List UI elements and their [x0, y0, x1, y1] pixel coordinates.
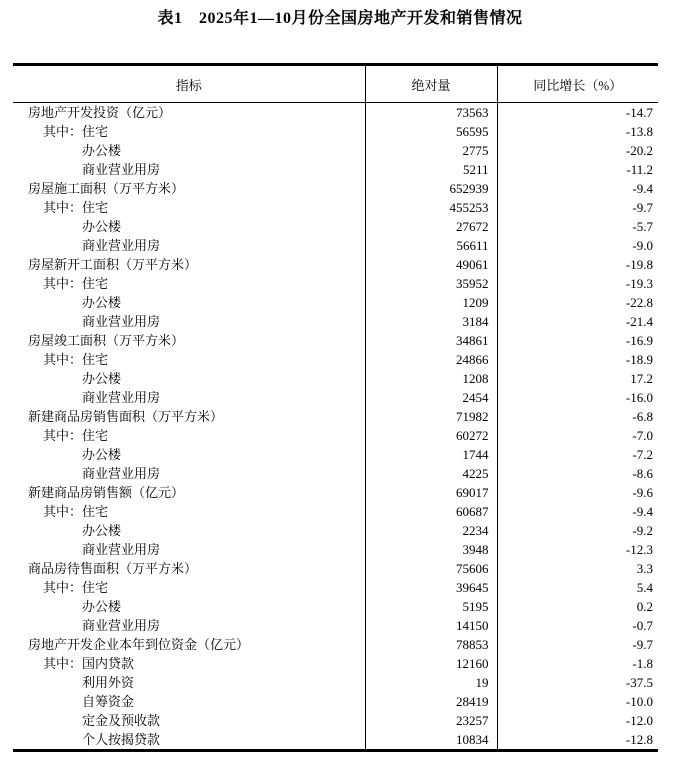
table-row: [13, 730, 658, 751]
table-row: [13, 559, 658, 578]
table-row: [13, 654, 658, 673]
table-row: [13, 388, 658, 407]
absolute-amount-cell: 455253: [365, 198, 497, 217]
yoy-growth-cell: 17.2: [630, 371, 653, 386]
absolute-amount-cell: 27672: [365, 217, 497, 236]
yoy-growth-cell: -19.8: [625, 257, 653, 272]
yoy-growth-cell: -22.8: [625, 295, 653, 310]
indicator-cell: 新建商品房销售额（亿元）: [13, 483, 365, 502]
yoy-growth-cell: -14.7: [625, 105, 653, 120]
table-row: [13, 312, 658, 331]
table-row: [13, 426, 658, 445]
table-row: [13, 502, 658, 521]
indicator-cell: 商业营业用房: [13, 236, 365, 255]
table-row: [13, 350, 658, 369]
absolute-amount-cell: 19: [365, 673, 497, 692]
absolute-amount-cell: 78853: [365, 635, 497, 654]
table-body: [13, 103, 658, 751]
table-row: [13, 274, 658, 293]
absolute-amount-cell: 14150: [365, 616, 497, 635]
yoy-growth-cell: -9.6: [632, 485, 653, 500]
indicator-cell: 新建商品房销售面积（万平方米）: [13, 407, 365, 426]
indicator-cell: 其中：住宅: [13, 426, 365, 445]
indicator-cell: 其中：住宅: [13, 198, 365, 217]
table-row: [13, 331, 658, 350]
absolute-amount-cell: 60272: [365, 426, 497, 445]
absolute-amount-cell: 39645: [365, 578, 497, 597]
absolute-amount-cell: 60687: [365, 502, 497, 521]
table-row: [13, 692, 658, 711]
absolute-amount-cell: 35952: [365, 274, 497, 293]
yoy-growth-cell: -11.2: [626, 162, 653, 177]
table-row: [13, 122, 658, 141]
indicator-cell: 其中：国内贷款: [13, 654, 365, 673]
yoy-growth-cell: -9.4: [632, 504, 653, 519]
indicator-cell: 商业营业用房: [13, 312, 365, 331]
absolute-amount-cell: 1208: [365, 369, 497, 388]
yoy-growth-cell: -10.0: [625, 694, 653, 709]
table-row: [13, 103, 658, 123]
table-row: [13, 597, 658, 616]
yoy-growth-cell: -8.6: [632, 466, 653, 481]
table-row: [13, 179, 658, 198]
yoy-growth-cell: -0.7: [632, 618, 653, 633]
indicator-cell: 商品房待售面积（万平方米）: [13, 559, 365, 578]
table-row: [13, 521, 658, 540]
absolute-amount-cell: 23257: [365, 711, 497, 730]
absolute-amount-cell: 28419: [365, 692, 497, 711]
table-row: [13, 141, 658, 160]
indicator-cell: 房地产开发投资（亿元）: [13, 103, 365, 123]
yoy-growth-cell: 0.2: [636, 599, 653, 614]
yoy-growth-cell: -20.2: [625, 143, 653, 158]
table-row: [13, 255, 658, 274]
absolute-amount-cell: 3184: [365, 312, 497, 331]
indicator-cell: 房地产开发企业本年到位资金（亿元）: [13, 635, 365, 654]
absolute-amount-cell: 12160: [365, 654, 497, 673]
yoy-growth-cell: -37.5: [625, 675, 653, 690]
statistics-table: [13, 63, 658, 752]
table-row: [13, 483, 658, 502]
yoy-growth-cell: -7.0: [632, 428, 653, 443]
table-row: [13, 616, 658, 635]
absolute-amount-cell: 71982: [365, 407, 497, 426]
yoy-growth-cell: -12.8: [625, 732, 653, 747]
column-header-yoy-growth: 同比增长（%）: [497, 65, 658, 103]
indicator-cell: 房屋竣工面积（万平方米）: [13, 331, 365, 350]
yoy-growth-cell: -19.3: [625, 276, 653, 291]
page-title: 表1 2025年1—10月份全国房地产开发和销售情况: [157, 10, 523, 27]
indicator-cell: 个人按揭贷款: [13, 730, 365, 751]
yoy-growth-cell: -12.3: [625, 542, 653, 557]
absolute-amount-cell: 652939: [365, 179, 497, 198]
absolute-amount-cell: 56611: [365, 236, 497, 255]
absolute-amount-cell: 5195: [365, 597, 497, 616]
yoy-growth-cell: -9.0: [632, 238, 653, 253]
indicator-cell: 办公楼: [13, 217, 365, 236]
yoy-growth-cell: -16.9: [625, 333, 653, 348]
absolute-amount-cell: 1209: [365, 293, 497, 312]
indicator-cell: 办公楼: [13, 597, 365, 616]
table-row: [13, 540, 658, 559]
table-row: [13, 578, 658, 597]
indicator-cell: 商业营业用房: [13, 388, 365, 407]
yoy-growth-cell: -6.8: [632, 409, 653, 424]
absolute-amount-cell: 24866: [365, 350, 497, 369]
indicator-cell: 办公楼: [13, 445, 365, 464]
yoy-growth-cell: -16.0: [625, 390, 653, 405]
yoy-growth-cell: -21.4: [625, 314, 653, 329]
yoy-growth-cell: 5.4: [636, 580, 653, 595]
indicator-cell: 自筹资金: [13, 692, 365, 711]
indicator-cell: 其中：住宅: [13, 578, 365, 597]
absolute-amount-cell: 4225: [365, 464, 497, 483]
absolute-amount-cell: 73563: [365, 103, 497, 123]
absolute-amount-cell: 10834: [365, 730, 497, 751]
indicator-cell: 商业营业用房: [13, 464, 365, 483]
table-row: [13, 635, 658, 654]
indicator-cell: 利用外资: [13, 673, 365, 692]
table-row: [13, 711, 658, 730]
absolute-amount-cell: 34861: [365, 331, 497, 350]
header-row: [13, 65, 658, 103]
absolute-amount-cell: 75606: [365, 559, 497, 578]
absolute-amount-cell: 2234: [365, 521, 497, 540]
table-row: [13, 407, 658, 426]
yoy-growth-cell: -9.7: [632, 637, 653, 652]
indicator-cell: 办公楼: [13, 141, 365, 160]
indicator-cell: 其中：住宅: [13, 122, 365, 141]
table-row: [13, 198, 658, 217]
absolute-amount-cell: 3948: [365, 540, 497, 559]
absolute-amount-cell: 2775: [365, 141, 497, 160]
table-row: [13, 464, 658, 483]
yoy-growth-cell: -9.7: [632, 200, 653, 215]
table-row: [13, 236, 658, 255]
indicator-cell: 其中：住宅: [13, 274, 365, 293]
table-row: [13, 445, 658, 464]
yoy-growth-cell: 3.3: [636, 561, 653, 576]
indicator-cell: 定金及预收款: [13, 711, 365, 730]
indicator-cell: 商业营业用房: [13, 160, 365, 179]
yoy-growth-cell: -18.9: [625, 352, 653, 367]
absolute-amount-cell: 69017: [365, 483, 497, 502]
column-header-absolute-amount: 绝对量: [365, 65, 497, 103]
yoy-growth-cell: -13.8: [625, 124, 653, 139]
table-row: [13, 673, 658, 692]
absolute-amount-cell: 56595: [365, 122, 497, 141]
indicator-cell: 办公楼: [13, 521, 365, 540]
yoy-growth-cell: -1.8: [632, 656, 653, 671]
column-header-indicator: 指标: [13, 65, 365, 103]
indicator-cell: 其中：住宅: [13, 502, 365, 521]
table-header: [13, 65, 658, 103]
indicator-cell: 商业营业用房: [13, 616, 365, 635]
absolute-amount-cell: 49061: [365, 255, 497, 274]
yoy-growth-cell: -5.7: [632, 219, 653, 234]
indicator-cell: 商业营业用房: [13, 540, 365, 559]
table-row: [13, 293, 658, 312]
yoy-growth-cell: -9.2: [632, 523, 653, 538]
table-row: [13, 369, 658, 388]
indicator-cell: 办公楼: [13, 293, 365, 312]
indicator-cell: 房屋新开工面积（万平方米）: [13, 255, 365, 274]
indicator-cell: 房屋施工面积（万平方米）: [13, 179, 365, 198]
table-row: [13, 217, 658, 236]
absolute-amount-cell: 5211: [365, 160, 497, 179]
absolute-amount-cell: 1744: [365, 445, 497, 464]
table-row: [13, 160, 658, 179]
yoy-growth-cell: -12.0: [625, 713, 653, 728]
yoy-growth-cell: -9.4: [632, 181, 653, 196]
indicator-cell: 其中：住宅: [13, 350, 365, 369]
absolute-amount-cell: 2454: [365, 388, 497, 407]
yoy-growth-cell: -7.2: [632, 447, 653, 462]
indicator-cell: 办公楼: [13, 369, 365, 388]
